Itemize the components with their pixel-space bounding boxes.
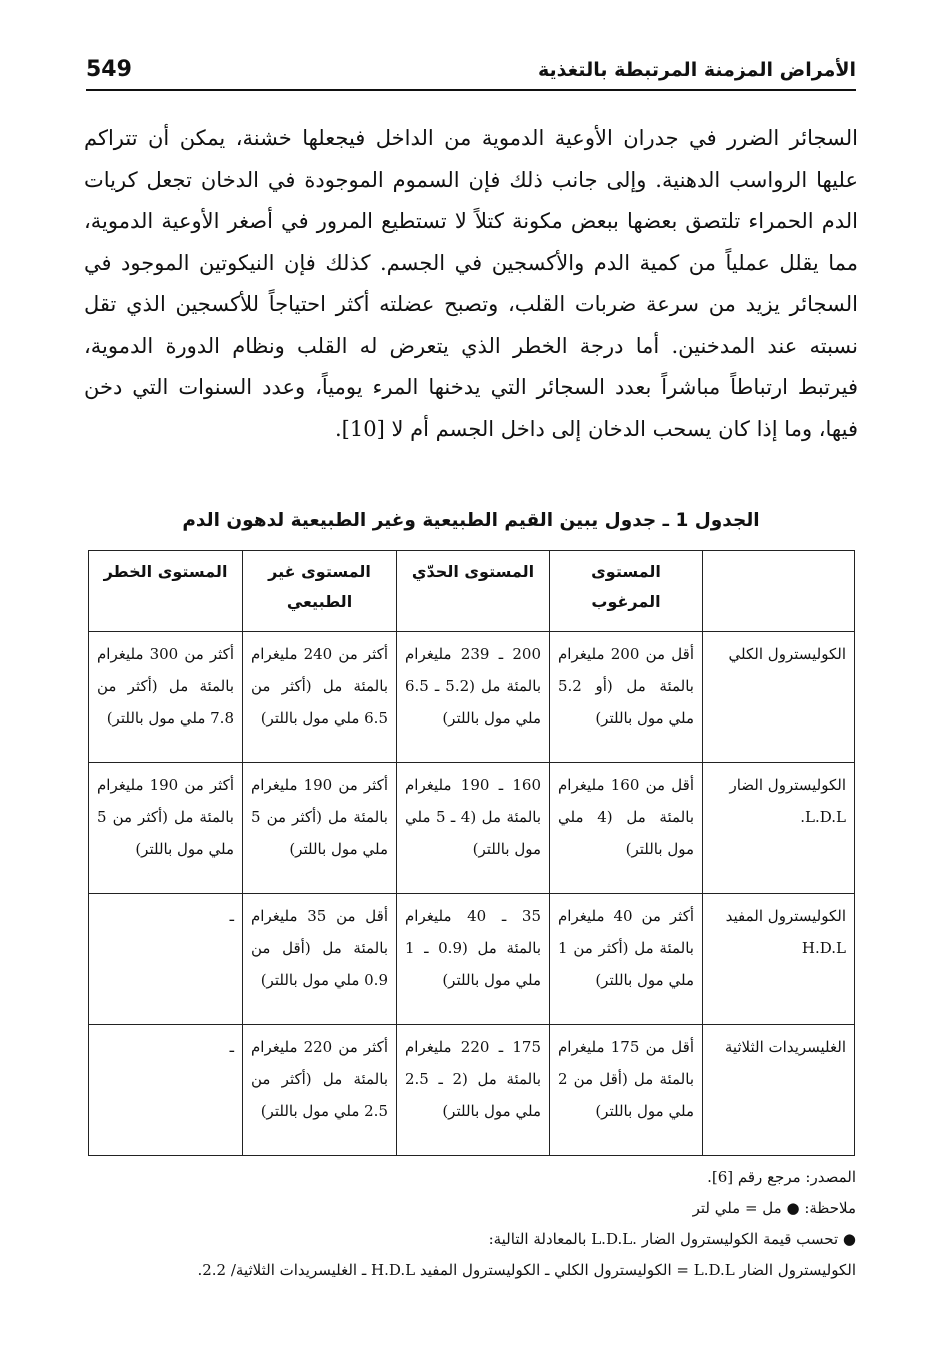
row-label: الكوليسترول الضار L.D.L.	[703, 763, 855, 894]
body-paragraph: السجائر الضرر في جدران الأوعية الدموية من الداخل فيجعلها خشنة، يمكن أن تتراكم عليها الرواسب الدهنية. وإلى جانب ذلك فإن السموم الموجودة في الدخان تجعل كريات الدم الحمراء تلتصق بعضها ببعض مكونة كتلاً لا تستطيع المرور في أصغر الأوعية الدموية، مما يقلل عملياً من كمية الدم والأكسجين في الجسم. كذلك فإن النيكوتين الموجود في السجائر يزيد من سرعة ضربات القلب، وتصبح عضلته أكثر احتياجاً للأكسجين الذي تقل نسبته عند المدخنين. أما درجة الخطر الذي يتعرض له القلب ونظام الدورة الدموية، فيرتبط ارتباطاً مباشراً بعدد السجائر التي يدخنها المرء يومياً، وعدد السنوات التي دخن فيها، وما إذا كان يسحب الدخان إلى داخل الجسم أم لا [10].	[84, 126, 858, 441]
cell-danger: ـ	[89, 894, 243, 1025]
cell-borderline: 200 ـ 239 مليغرام بالمئة مل (5.2 ـ 6.5 ملي مول باللتر)	[397, 632, 550, 763]
cell-desired: أقل من 160 مليغرام بالمئة مل (4 ملي مول باللتر)	[550, 763, 703, 894]
header-borderline-level: المستوى الحدّي	[397, 551, 550, 632]
cell-desired: أقل من 200 مليغرام بالمئة مل (أو 5.2 ملي مول باللتر)	[550, 632, 703, 763]
running-header-title: الأمراض المزمنة المرتبطة بالتغذية	[537, 59, 856, 81]
blood-lipids-table	[88, 550, 855, 1156]
cell-desired: أقل من 175 مليغرام بالمئة مل (أقل من 2 ملي مول باللتر)	[550, 1025, 703, 1156]
cell-borderline: 160 ـ 190 مليغرام بالمئة مل (4 ـ 5 ملي مول باللتر)	[397, 763, 550, 894]
table-row	[89, 894, 855, 1025]
header-desired-level: المستوى المرغوب	[550, 551, 703, 632]
header-empty-cell	[703, 551, 855, 632]
cell-borderline: 35 ـ 40 مليغرام بالمئة مل (0.9 ـ 1 ملي مول باللتر)	[397, 894, 550, 1025]
cell-abnormal: أكثر من 240 مليغرام بالمئة مل (أكثر من 6.5 ملي مول باللتر)	[243, 632, 397, 763]
ldl-calculation-note: ● تحسب قيمة الكوليسترول الضار .L.D.L بالمعادلة التالية:	[488, 1230, 856, 1248]
header-abnormal-level: المستوى غير الطبيعي	[243, 551, 397, 632]
table-header-row	[89, 551, 855, 632]
table-notes	[86, 1162, 856, 1286]
table-caption: الجدول 1 ـ جدول يبين القيم الطبيعية وغير الطبيعية لدهون الدم	[182, 510, 760, 531]
header-danger-level: المستوى الخطر	[89, 551, 243, 632]
table-row	[89, 763, 855, 894]
cell-danger: ـ	[89, 1025, 243, 1156]
page-number: 549	[86, 57, 132, 82]
running-header	[86, 55, 856, 91]
cell-danger: أكثر من 190 مليغرام بالمئة مل (أكثر من 5 ملي مول باللتر)	[89, 763, 243, 894]
cell-danger: أكثر من 300 مليغرام بالمئة مل (أكثر من 7.8 ملي مول باللتر)	[89, 632, 243, 763]
row-label: الكوليسترول المفيد H.D.L	[703, 894, 855, 1025]
source-note: المصدر: مرجع رقم [6].	[707, 1168, 856, 1186]
ldl-formula: الكوليسترول الضار L.D.L = الكوليسترول الكلي ـ الكوليسترول المفيد H.D.L ـ الغليسريدات الثلاثية/ 2.2.	[197, 1261, 856, 1279]
table-row	[89, 632, 855, 763]
unit-note: ملاحظة: ● مل = ملي لتر	[692, 1199, 856, 1217]
cell-desired: أكثر من 40 مليغرام بالمئة مل (أكثر من 1 ملي مول باللتر)	[550, 894, 703, 1025]
cell-abnormal: أكثر من 190 مليغرام بالمئة مل (أكثر من 5 ملي مول باللتر)	[243, 763, 397, 894]
cell-abnormal: أقل من 35 مليغرام بالمئة مل (أقل من 0.9 ملي مول باللتر)	[243, 894, 397, 1025]
cell-borderline: 175 ـ 220 مليغرام بالمئة مل (2 ـ 2.5 ملي مول باللتر)	[397, 1025, 550, 1156]
table-row	[89, 1025, 855, 1156]
row-label: الكوليسترول الكلي	[703, 632, 855, 763]
row-label: الغليسريدات الثلاثية	[703, 1025, 855, 1156]
cell-abnormal: أكثر من 220 مليغرام بالمئة مل (أكثر من 2.5 ملي مول باللتر)	[243, 1025, 397, 1156]
